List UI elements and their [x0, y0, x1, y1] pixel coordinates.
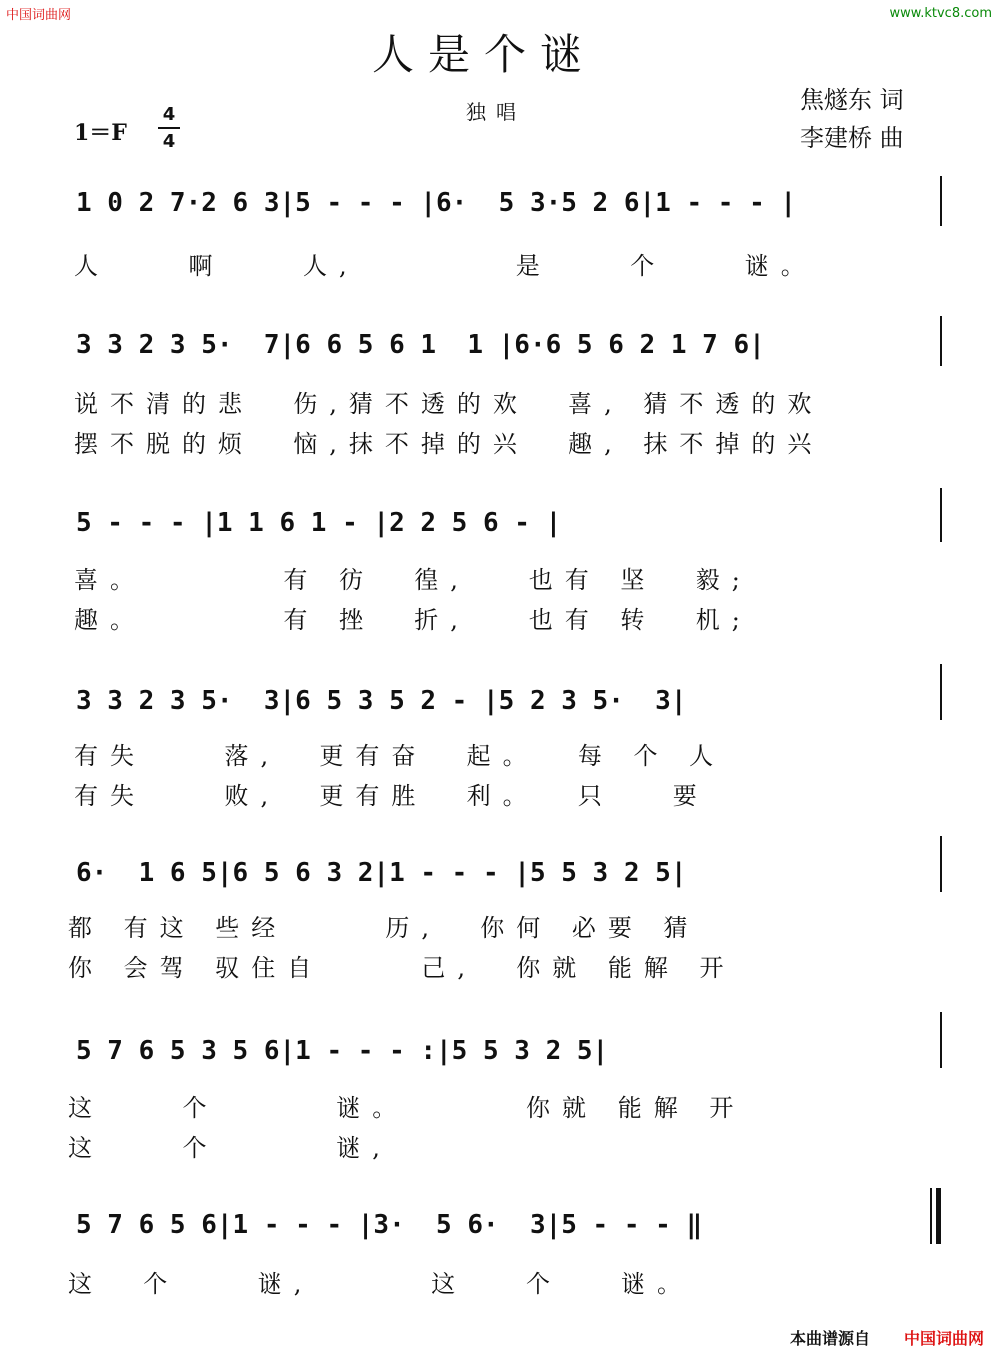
lyrics-verse-1: 人 啊 人, 是 个 谜。 [74, 252, 817, 280]
key-signature: 1＝F [74, 120, 127, 146]
barline-end [940, 316, 942, 366]
time-signature [158, 104, 180, 152]
lyricist: 焦燧东 词 [800, 86, 904, 114]
time-bar [158, 127, 180, 129]
notes: 6· 1 6 5|6 5 6 3 2|1 - - - |5 5 3 2 5| [76, 858, 687, 888]
barline-end [940, 1012, 942, 1068]
barline-end [940, 664, 942, 720]
notes: 5 - - - |1 1 6 1 - |2 2 5 6 - | [76, 508, 562, 538]
time-numerator: 4 [162, 104, 176, 125]
lyrics-verse-1: 都 有这 些经 历, 你何 必要 猜 [68, 914, 700, 942]
watermark-right: www.ktvc8.com [889, 6, 992, 21]
notes: 5 7 6 5 6|1 - - - |3· 5 6· 3|5 - - - ‖ [76, 1210, 703, 1240]
notes: 3 3 2 3 5· 3|6 5 3 5 2 - |5 2 3 5· 3| [76, 686, 687, 716]
barline-end [940, 836, 942, 892]
notes: 3 3 2 3 5· 7|6 6 5 6 1 1 |6·6 5 6 2 1 7 6| [76, 330, 765, 360]
lyrics-verse-1: 有失 落, 更有奋 起。 每 个 人 [74, 742, 726, 770]
footer-label: 本曲谱源自 [790, 1329, 871, 1348]
subtitle: 独唱 [466, 100, 526, 124]
notes: 5 7 6 5 3 5 6|1 - - - :|5 5 3 2 5| [76, 1036, 609, 1066]
notes: 1 0 2 7·2 6 3|5 - - - |6· 5 3·5 2 6|1 - - - | [76, 188, 797, 218]
lyrics-verse-2: 这 个 谜, [68, 1134, 392, 1162]
watermark-left: 中国词曲网 [6, 8, 72, 23]
lyrics-verse-1: 这 个 谜。 你就 能解 开 [68, 1094, 746, 1122]
footer-site: 中国词曲网 [904, 1329, 985, 1348]
time-denominator: 4 [162, 131, 176, 152]
barline-end [940, 176, 942, 226]
lyrics-verse-2: 有失 败, 更有胜 利。 只 要 [74, 782, 709, 810]
barline-end [940, 488, 942, 542]
final-barline-thin [930, 1188, 932, 1244]
lyrics-verse-1: 这 个 谜, 这 个 谜。 [68, 1270, 693, 1298]
lyrics-verse-2: 你 会驾 驭住自 己, 你就 能解 开 [68, 954, 736, 982]
lyrics-verse-2: 趣。 有 挫 折, 也有 转 机; [74, 606, 752, 634]
song-title: 人是个谜 [372, 30, 597, 79]
lyrics-verse-1: 喜。 有 彷 徨, 也有 坚 毅; [74, 566, 752, 594]
composer: 李建桥 曲 [800, 124, 904, 152]
lyrics-verse-2: 摆不脱的烦 恼,抹不掉的兴 趣, 抹不掉的兴 [74, 430, 824, 458]
lyrics-verse-1: 说不清的悲 伤,猜不透的欢 喜, 猜不透的欢 [74, 390, 824, 418]
final-barline-thick [936, 1188, 941, 1244]
